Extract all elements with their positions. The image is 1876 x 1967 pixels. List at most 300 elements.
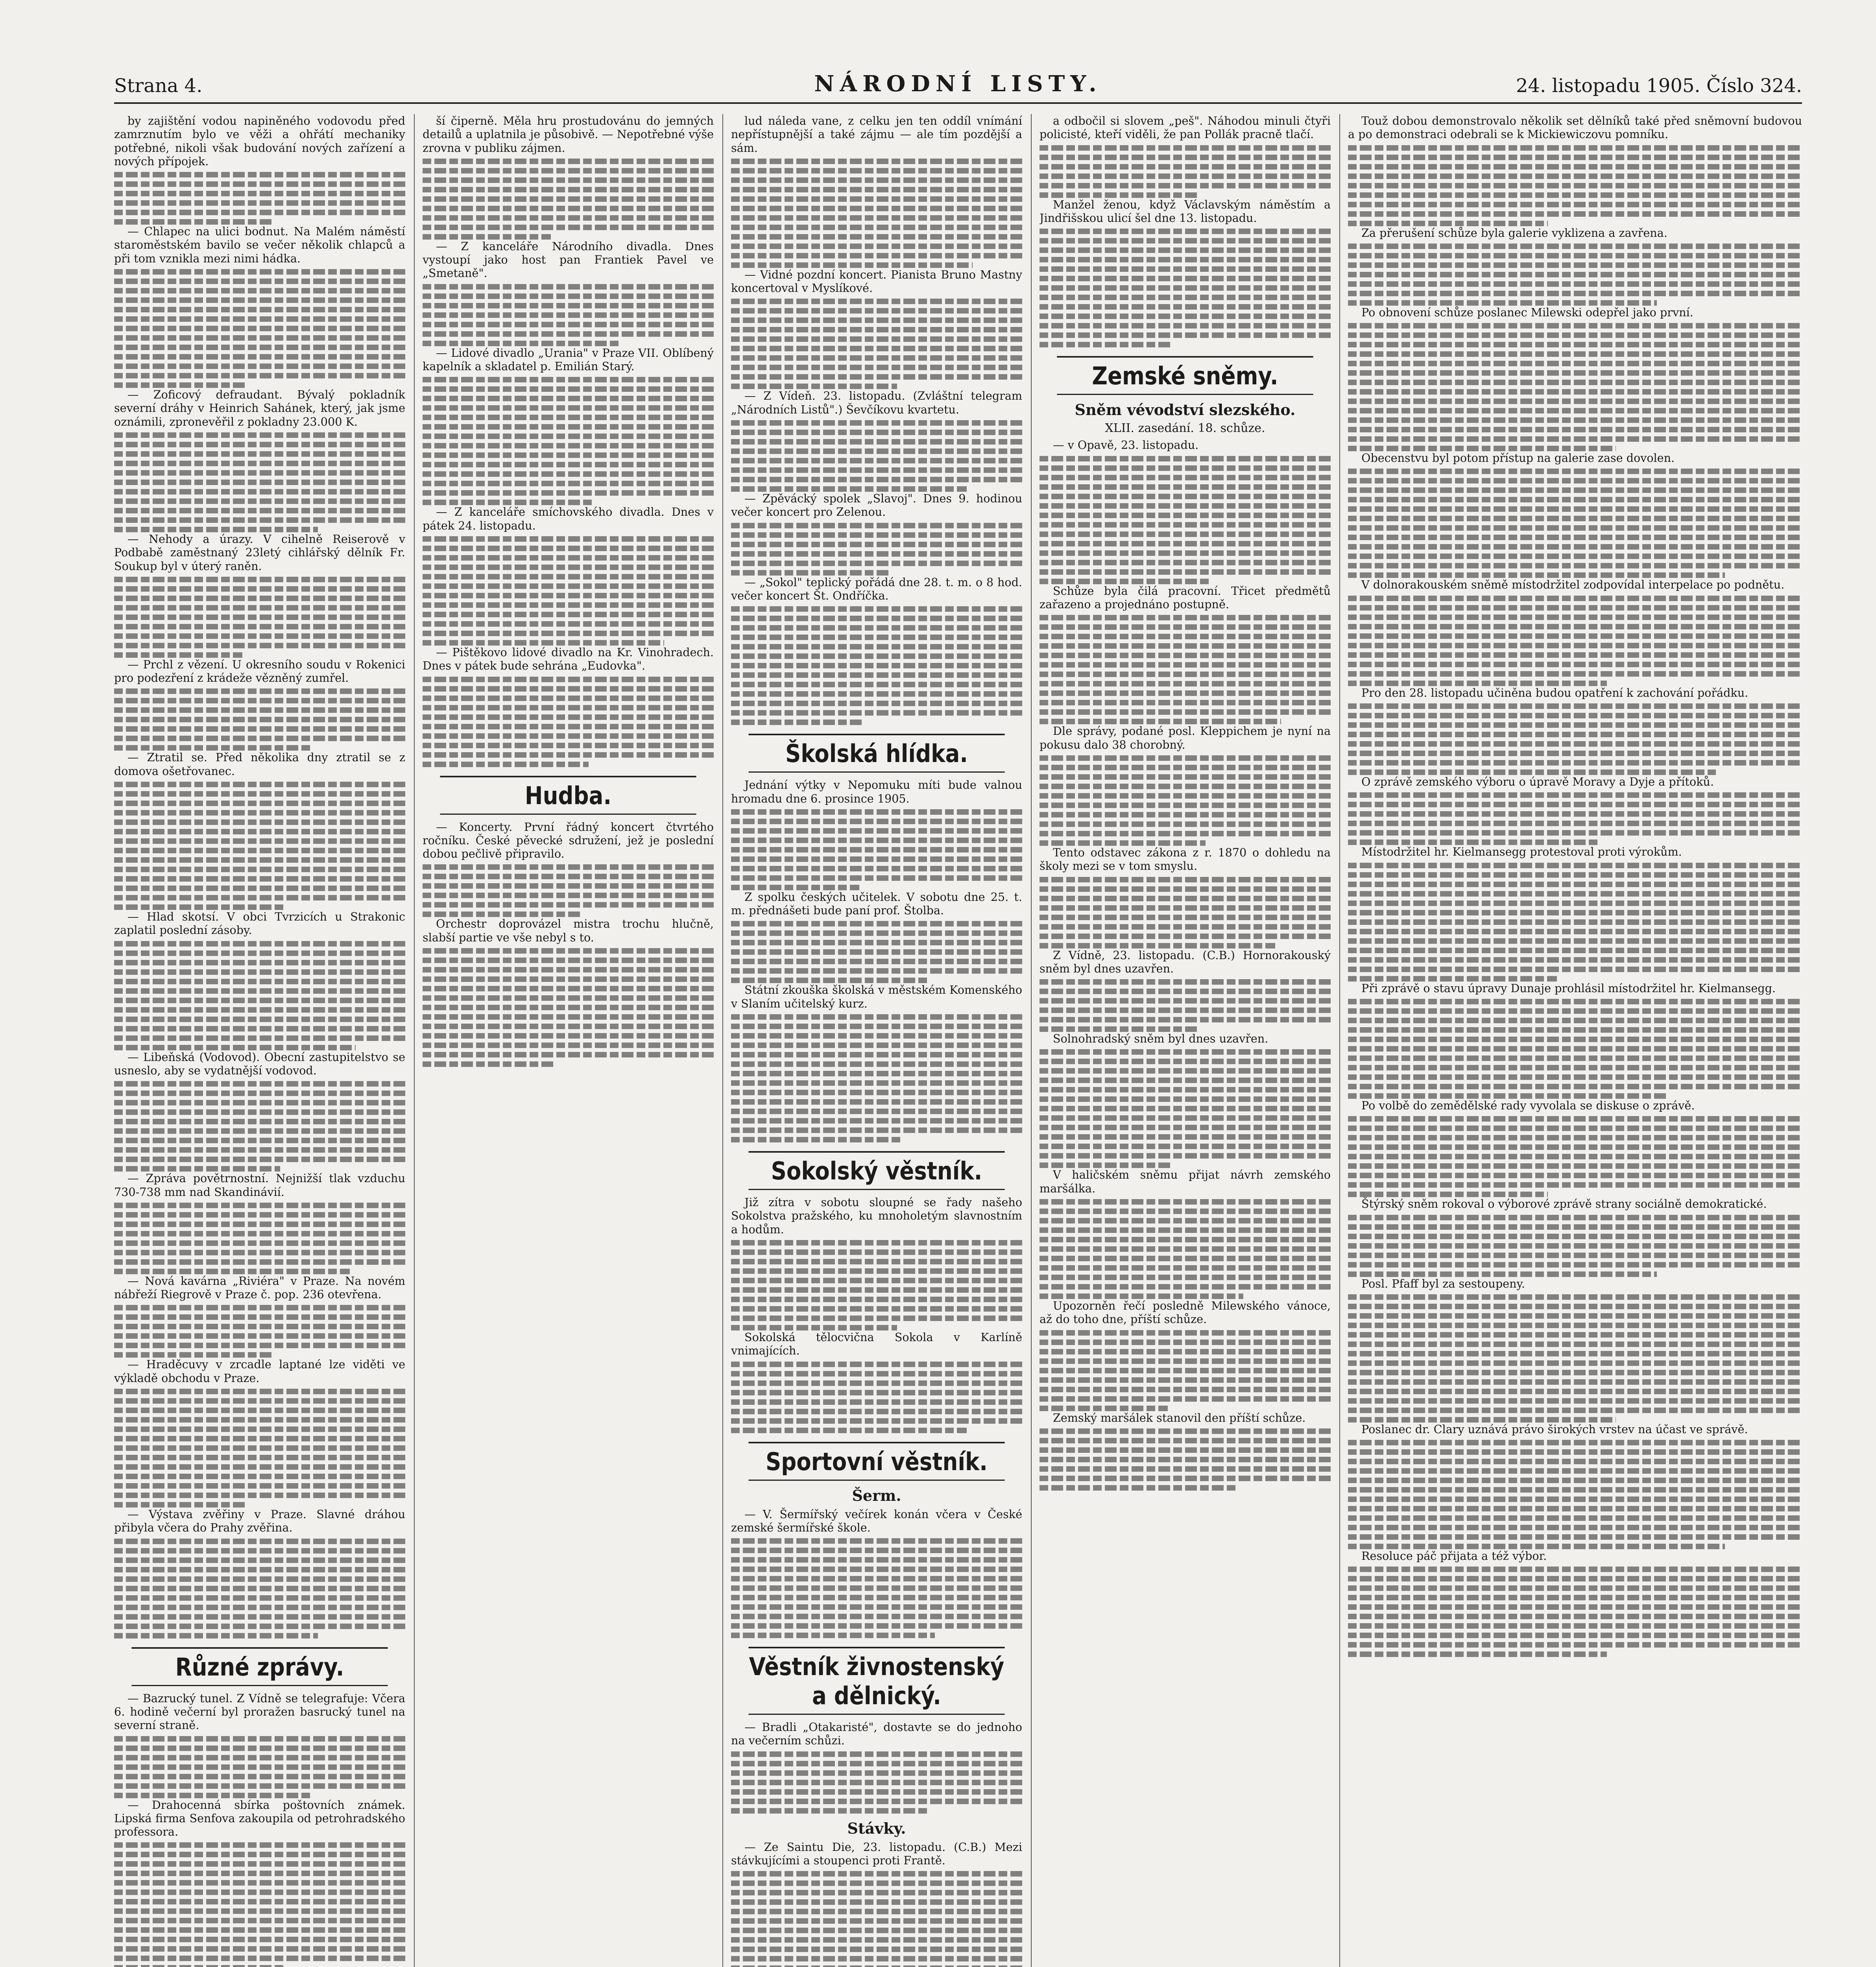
text-line-placeholder [731, 1043, 1022, 1048]
text-line-placeholder [1348, 900, 1802, 906]
text-line-placeholder [1040, 681, 1331, 686]
text-line-placeholder [114, 1045, 356, 1050]
text-line-placeholder [731, 206, 1022, 211]
text-line-placeholder [114, 1755, 405, 1760]
text-line-placeholder [1040, 989, 1331, 994]
text-line-placeholder [114, 1166, 280, 1172]
text-line-placeholder [731, 625, 1022, 631]
text-line-placeholder [423, 481, 714, 486]
column-rule [1339, 114, 1340, 1967]
text-line-placeholder [423, 714, 714, 720]
text-line-placeholder [114, 745, 312, 751]
text-line-placeholder [1348, 1163, 1802, 1169]
text-line-placeholder [731, 1937, 1022, 1943]
text-line-placeholder [1040, 943, 1275, 948]
article-paragraph: — Ztratil se. Před několika dny ztratil se z domova ošetřovanec. [114, 751, 405, 778]
text-line-placeholder [114, 442, 405, 447]
text-line-placeholder [731, 838, 1022, 843]
text-line-placeholder [1348, 633, 1802, 639]
text-line-placeholder [1348, 563, 1802, 568]
text-line-placeholder [731, 1965, 1022, 1967]
text-line-placeholder [1348, 399, 1802, 404]
text-line-placeholder [1348, 1084, 1802, 1089]
text-line-placeholder [423, 500, 595, 505]
text-line-placeholder [1348, 1173, 1802, 1178]
text-line-placeholder [1040, 979, 1331, 985]
article-paragraph: Z spolku českých učitelek. V sobotu dne 25. t. m. přednášeti bude paní prof. Štolba. [731, 890, 1022, 917]
text-line-placeholder [423, 312, 714, 318]
article-paragraph: — Z Vídeň. 23. listopadu. (Zvláštní telegram „Národních Listů".) Ševčíkovu kvartetu. [731, 389, 1022, 416]
text-line-placeholder [114, 527, 318, 532]
text-line-placeholder [114, 279, 405, 284]
text-line-placeholder [731, 187, 1022, 192]
text-line-placeholder [114, 461, 405, 466]
text-line-placeholder [1040, 192, 1200, 198]
text-line-placeholder [1348, 1304, 1802, 1309]
text-line-placeholder [114, 508, 405, 513]
text-line-placeholder [114, 838, 405, 844]
text-line-placeholder [731, 1399, 1022, 1405]
text-line-placeholder [731, 253, 1022, 258]
article-paragraph: — Ze Saintu Die, 23. listopadu. (C.B.) Mezi stávkujícími a stoupenci proti Frantě. [731, 1840, 1022, 1867]
article-paragraph: — Lidové divadlo „Urania" v Praze VII. Oblíbený kapelník a skladatel p. Emilián Starý. [423, 346, 714, 373]
text-line-placeholder [114, 345, 405, 350]
text-line-placeholder [731, 1297, 1022, 1302]
text-line-placeholder [1348, 1604, 1802, 1610]
text-line-placeholder [1348, 183, 1802, 188]
session-info: XLII. zasedání. 18. schůze. [1105, 421, 1265, 435]
text-line-placeholder [114, 904, 286, 910]
text-line-placeholder [1348, 332, 1802, 338]
text-line-placeholder [731, 847, 1022, 852]
text-line-placeholder [1348, 1294, 1802, 1300]
text-line-placeholder [1348, 1332, 1802, 1338]
text-line-placeholder [114, 451, 405, 457]
text-line-placeholder [1348, 262, 1802, 268]
section-heading: Hudba. [440, 776, 696, 815]
text-line-placeholder [1040, 579, 1211, 584]
column-1 [114, 114, 405, 1967]
text-line-placeholder [423, 1061, 556, 1067]
text-line-placeholder [1348, 1224, 1802, 1230]
text-line-placeholder [731, 458, 1022, 463]
text-line-placeholder [1348, 1027, 1802, 1033]
section-heading: Sokolský věstník. [748, 1151, 1004, 1190]
text-line-placeholder [1348, 281, 1802, 287]
text-line-placeholder [1040, 550, 1331, 556]
text-line-placeholder [731, 225, 1022, 230]
text-line-placeholder [1348, 1506, 1802, 1511]
text-line-placeholder [423, 686, 714, 692]
text-line-placeholder [1040, 1358, 1331, 1364]
text-line-placeholder [1040, 494, 1331, 499]
text-line-placeholder [1040, 672, 1331, 677]
text-line-placeholder [1348, 1585, 1802, 1591]
text-line-placeholder [731, 1287, 1022, 1293]
text-line-placeholder [731, 949, 1022, 955]
text-line-placeholder [1040, 1476, 1331, 1481]
text-line-placeholder [423, 490, 714, 496]
text-line-placeholder [1040, 323, 1331, 328]
text-line-placeholder [1348, 1154, 1802, 1159]
text-line-placeholder [1348, 1360, 1802, 1366]
text-line-placeholder [731, 710, 1022, 716]
text-line-placeholder [1348, 516, 1802, 521]
article-paragraph: — Chlapec na ulici bodnut. Na Malém náměstí staroměstském bavilo se večer několik chlapců a při tom vznikla mezi nimi hádka. [114, 225, 405, 265]
text-line-placeholder [1348, 760, 1802, 766]
text-line-placeholder [114, 326, 405, 331]
text-line-placeholder [1348, 703, 1802, 709]
text-line-placeholder [1348, 929, 1802, 934]
text-line-placeholder [1040, 886, 1331, 892]
text-line-placeholder [1348, 1055, 1802, 1061]
text-line-placeholder [1348, 173, 1802, 179]
text-line-placeholder [1040, 238, 1331, 244]
text-line-placeholder [114, 1746, 405, 1751]
text-line-placeholder [1348, 1642, 1802, 1648]
text-line-placeholder [1348, 863, 1802, 868]
text-line-placeholder [1040, 164, 1331, 170]
text-line-placeholder [114, 1493, 405, 1498]
text-line-placeholder [114, 288, 405, 293]
text-line-placeholder [731, 1316, 1022, 1321]
text-line-placeholder [114, 688, 405, 694]
text-line-placeholder [1348, 1440, 1802, 1445]
text-line-placeholder [114, 698, 405, 703]
text-line-placeholder [114, 1852, 405, 1857]
text-line-placeholder [423, 967, 714, 972]
text-line-placeholder [423, 341, 620, 346]
text-line-placeholder [1348, 1037, 1802, 1042]
text-line-placeholder [114, 1128, 405, 1134]
article-paragraph: Po obnovení schůze poslanec Milewski odepřel jako první. [1361, 305, 1693, 319]
text-line-placeholder [114, 480, 405, 485]
article-paragraph: — Výstava zvěřiny v Praze. Slavné dráhou přibyla včera do Prahy zvěřina. [114, 1508, 405, 1535]
text-line-placeholder [423, 893, 714, 898]
text-line-placeholder [114, 624, 405, 629]
text-line-placeholder [423, 452, 714, 458]
text-line-placeholder [423, 405, 714, 411]
text-line-placeholder [1040, 1256, 1331, 1261]
text-line-placeholder [423, 874, 714, 879]
text-line-placeholder [1348, 732, 1802, 737]
text-line-placeholder [423, 225, 714, 230]
text-line-placeholder [114, 1783, 405, 1789]
text-line-placeholder [731, 1306, 1022, 1312]
text-line-placeholder [1348, 605, 1802, 611]
text-line-placeholder [1348, 1623, 1802, 1629]
text-line-placeholder [1348, 1253, 1802, 1258]
text-line-placeholder [731, 921, 1022, 926]
text-line-placeholder [731, 1024, 1022, 1029]
text-line-placeholder [423, 733, 714, 739]
text-line-placeholder [731, 430, 1022, 435]
text-line-placeholder [1348, 1065, 1802, 1070]
article-paragraph: Tento odstavec zákona z r. 1870 o dohledu na školy mezi se v tom smyslu. [1040, 845, 1331, 873]
text-line-placeholder [731, 308, 1022, 314]
text-line-placeholder [731, 1137, 903, 1142]
text-line-placeholder [1040, 1199, 1331, 1205]
text-line-placeholder [731, 644, 1022, 650]
section-heading: Sportovní věstník. [748, 1442, 1004, 1481]
text-line-placeholder [423, 995, 714, 1001]
page-header [114, 59, 1802, 104]
text-line-placeholder [1348, 380, 1802, 385]
text-line-placeholder [1348, 872, 1802, 878]
text-line-placeholder [114, 1455, 405, 1460]
text-line-placeholder [731, 551, 1022, 557]
text-line-placeholder [114, 1937, 405, 1942]
text-line-placeholder [423, 677, 714, 682]
text-line-placeholder [1040, 803, 1331, 808]
text-line-placeholder [423, 546, 714, 551]
text-line-placeholder [1040, 229, 1331, 234]
text-line-placeholder [731, 809, 1022, 815]
text-line-placeholder [114, 1269, 350, 1274]
text-line-placeholder [1040, 1096, 1331, 1102]
text-line-placeholder [731, 1014, 1022, 1020]
text-line-placeholder [1040, 615, 1331, 620]
text-line-placeholder [114, 736, 405, 741]
text-line-placeholder [114, 432, 405, 438]
text-line-placeholder [1040, 812, 1331, 817]
text-line-placeholder [731, 1390, 1022, 1395]
text-line-placeholder [731, 1033, 1022, 1039]
text-line-placeholder [1040, 1125, 1331, 1130]
text-line-placeholder [1348, 1515, 1802, 1521]
text-line-placeholder [1040, 1017, 1331, 1022]
text-line-placeholder [114, 1091, 405, 1096]
text-line-placeholder [1348, 614, 1802, 620]
text-line-placeholder [1040, 266, 1331, 272]
text-line-placeholder [731, 346, 1022, 351]
text-line-placeholder [1040, 1068, 1331, 1074]
text-line-placeholder [731, 1109, 1022, 1114]
text-line-placeholder [114, 1408, 405, 1413]
text-line-placeholder [1040, 1368, 1331, 1373]
text-line-placeholder [1040, 690, 1331, 696]
text-line-placeholder [114, 1017, 405, 1022]
text-line-placeholder [1348, 1313, 1802, 1319]
text-line-placeholder [423, 631, 714, 636]
text-line-placeholder [423, 536, 714, 542]
text-line-placeholder [114, 614, 405, 620]
article-paragraph: Místodržitel hr. Kielmansegg protestoval proti výrokům. [1361, 845, 1682, 859]
text-line-placeholder [1040, 503, 1331, 509]
text-line-placeholder [1348, 957, 1802, 963]
text-line-placeholder [1040, 662, 1331, 668]
text-line-placeholder [731, 1909, 1022, 1914]
text-line-placeholder [1040, 1438, 1331, 1443]
text-line-placeholder [114, 316, 405, 322]
text-line-placeholder [114, 1389, 405, 1394]
text-line-placeholder [731, 570, 891, 576]
text-line-placeholder [731, 978, 929, 983]
text-line-placeholder [1040, 541, 1331, 546]
text-line-placeholder [114, 1231, 405, 1236]
text-line-placeholder [1348, 221, 1548, 226]
text-line-placeholder [1040, 475, 1331, 480]
text-line-placeholder [114, 1956, 405, 1961]
text-line-placeholder [114, 886, 405, 891]
text-line-placeholder [731, 1871, 1022, 1877]
column-rule [722, 114, 723, 1967]
text-line-placeholder [731, 1770, 1022, 1776]
text-line-placeholder [423, 159, 714, 164]
text-line-placeholder [114, 1259, 405, 1265]
text-line-placeholder [114, 1548, 405, 1554]
text-line-placeholder [1348, 1215, 1802, 1220]
text-line-placeholder [731, 1799, 1022, 1804]
text-line-placeholder [114, 1250, 405, 1255]
text-line-placeholder [731, 1614, 1022, 1619]
text-line-placeholder [114, 876, 405, 882]
text-line-placeholder [1040, 1246, 1331, 1252]
text-line-placeholder [423, 743, 714, 748]
article-paragraph: Upozorněn řečí posledně Milewského vánoce, až do toho dne, příští schůze. [1040, 1299, 1331, 1326]
article-paragraph: — Z kanceláře smíchovského divadla. Dnes v pátek 24. listopadu. [423, 505, 714, 532]
text-line-placeholder [423, 471, 714, 477]
text-line-placeholder [1040, 1209, 1331, 1214]
text-line-placeholder [114, 726, 405, 732]
text-line-placeholder [731, 196, 1022, 202]
text-line-placeholder [423, 1052, 714, 1057]
article-paragraph: — Nová kavárna „Riviéra" v Praze. Na novém nábřeží Riegrově v Praze č. pop. 236 otevřena. [114, 1274, 405, 1301]
text-line-placeholder [423, 1014, 714, 1020]
text-line-placeholder [1040, 1293, 1243, 1299]
text-line-placeholder [1348, 1417, 1616, 1423]
text-line-placeholder [1040, 1227, 1331, 1233]
text-line-placeholder [1040, 1396, 1331, 1402]
text-line-placeholder [731, 1623, 1022, 1629]
text-line-placeholder [114, 848, 405, 853]
text-line-placeholder [731, 1604, 1022, 1610]
text-line-placeholder [1040, 877, 1331, 882]
text-line-placeholder [731, 1761, 1022, 1766]
text-line-placeholder [114, 1445, 405, 1451]
text-line-placeholder [114, 1119, 405, 1124]
article-paragraph: — Bradli „Otakaristé", dostavte se do jednoho na večerním schůzi. [731, 1720, 1022, 1747]
text-line-placeholder [114, 1965, 286, 1967]
text-line-placeholder [1348, 1487, 1802, 1493]
article-paragraph: Touž dobou demonstrovalo několik set dělníků také před sněmovní budovou a po demonstraci odebrali se k Mickiewiczovu pomníku. [1348, 114, 1802, 141]
text-line-placeholder [731, 365, 1022, 370]
text-line-placeholder [1040, 1466, 1331, 1472]
text-line-placeholder [114, 1567, 405, 1572]
text-line-placeholder [731, 1557, 1022, 1563]
text-line-placeholder [731, 1099, 1022, 1105]
text-line-placeholder [731, 532, 1022, 538]
article-paragraph: — Nehody a úrazy. V cihelně Reiserově v Podbabě zaměstnaný 23letý cihlářský dělník Fr. Soukup byl v úterý raněn. [114, 532, 405, 573]
text-line-placeholder [1348, 722, 1802, 728]
text-line-placeholder [731, 1325, 897, 1330]
text-line-placeholder [114, 1333, 405, 1339]
article-paragraph: Dle správy, podané posl. Kleppichem je nyní na pokusu dalo 38 chorobný. [1040, 724, 1331, 751]
text-line-placeholder [114, 200, 405, 206]
text-line-placeholder [1040, 1406, 1168, 1411]
text-line-placeholder [731, 561, 1022, 566]
text-line-placeholder [114, 577, 405, 582]
text-line-placeholder [114, 1539, 405, 1544]
text-line-placeholder [1348, 1459, 1802, 1464]
text-line-placeholder [1348, 300, 1657, 306]
text-line-placeholder [114, 633, 405, 639]
article-paragraph: Za přerušení schůze byla galerie vyklizena a zavřena. [1361, 226, 1667, 240]
text-line-placeholder [1040, 1153, 1331, 1159]
text-line-placeholder [731, 420, 1022, 426]
text-line-placeholder [731, 384, 897, 389]
text-line-placeholder [114, 605, 405, 611]
text-line-placeholder [1348, 1534, 1802, 1540]
article-paragraph: a odbočil si slovem „peš". Náhodou minuli čtyři policisté, kteří viděli, že pan Pollák pracně tlačí. [1040, 114, 1331, 141]
article-paragraph: V dolnorakouském sněmě místodržitel zodpovídal interpelace po podnětu. [1361, 578, 1785, 592]
text-line-placeholder [423, 565, 714, 570]
text-line-placeholder [1040, 915, 1331, 920]
article-subheading: Šerm. [852, 1486, 901, 1504]
text-line-placeholder [423, 948, 714, 954]
text-line-placeholder [731, 1268, 1022, 1274]
text-line-placeholder [423, 284, 714, 290]
text-line-placeholder [1040, 1026, 1200, 1032]
article-paragraph: V haličském sněmu přijat návrh zemského maršálka. [1040, 1168, 1331, 1195]
text-line-placeholder [731, 374, 1022, 380]
text-line-placeholder [423, 555, 714, 561]
text-line-placeholder [1348, 1351, 1802, 1356]
text-line-placeholder [114, 960, 405, 965]
text-line-placeholder [1348, 821, 1802, 826]
column-2 [423, 114, 714, 1967]
article-paragraph: — Prchl z vězení. U okresního soudu v Rokenici pro podezření z krádeže vězněný zumřel. [114, 657, 405, 685]
text-line-placeholder [114, 181, 405, 187]
text-line-placeholder [1348, 202, 1802, 207]
text-line-placeholder [1040, 1007, 1331, 1013]
text-line-placeholder [1040, 784, 1331, 789]
text-line-placeholder [1040, 709, 1331, 715]
article-paragraph: Solnohradský sněm byl dnes uzavřen. [1053, 1032, 1269, 1046]
text-line-placeholder [731, 1380, 1022, 1386]
text-line-placeholder [423, 621, 714, 627]
text-line-placeholder [731, 635, 1022, 640]
text-line-placeholder [1348, 681, 1607, 686]
text-line-placeholder [1040, 1387, 1331, 1392]
text-line-placeholder [1348, 1595, 1802, 1600]
text-line-placeholder [423, 696, 714, 701]
text-line-placeholder [1348, 1633, 1802, 1638]
text-line-placeholder [114, 1081, 405, 1087]
text-line-placeholder [1040, 1340, 1331, 1345]
text-line-placeholder [1040, 314, 1331, 319]
text-line-placeholder [114, 172, 405, 177]
text-line-placeholder [423, 593, 714, 598]
text-line-placeholder [114, 895, 405, 900]
text-line-placeholder [423, 187, 714, 192]
text-line-placeholder [731, 1789, 1022, 1795]
text-line-placeholder [731, 1576, 1022, 1581]
text-line-placeholder [114, 810, 405, 816]
text-line-placeholder [114, 1793, 312, 1798]
text-line-placeholder [114, 1871, 405, 1876]
column-5 [1348, 114, 1802, 1967]
text-line-placeholder [1040, 1284, 1331, 1290]
text-line-placeholder [1040, 765, 1331, 770]
text-line-placeholder [1348, 948, 1802, 953]
text-line-placeholder [1348, 506, 1802, 512]
text-line-placeholder [731, 1052, 1022, 1057]
text-line-placeholder [1040, 1265, 1331, 1271]
text-line-placeholder [1040, 1330, 1331, 1336]
text-line-placeholder [114, 1240, 405, 1246]
text-line-placeholder [1348, 145, 1802, 151]
